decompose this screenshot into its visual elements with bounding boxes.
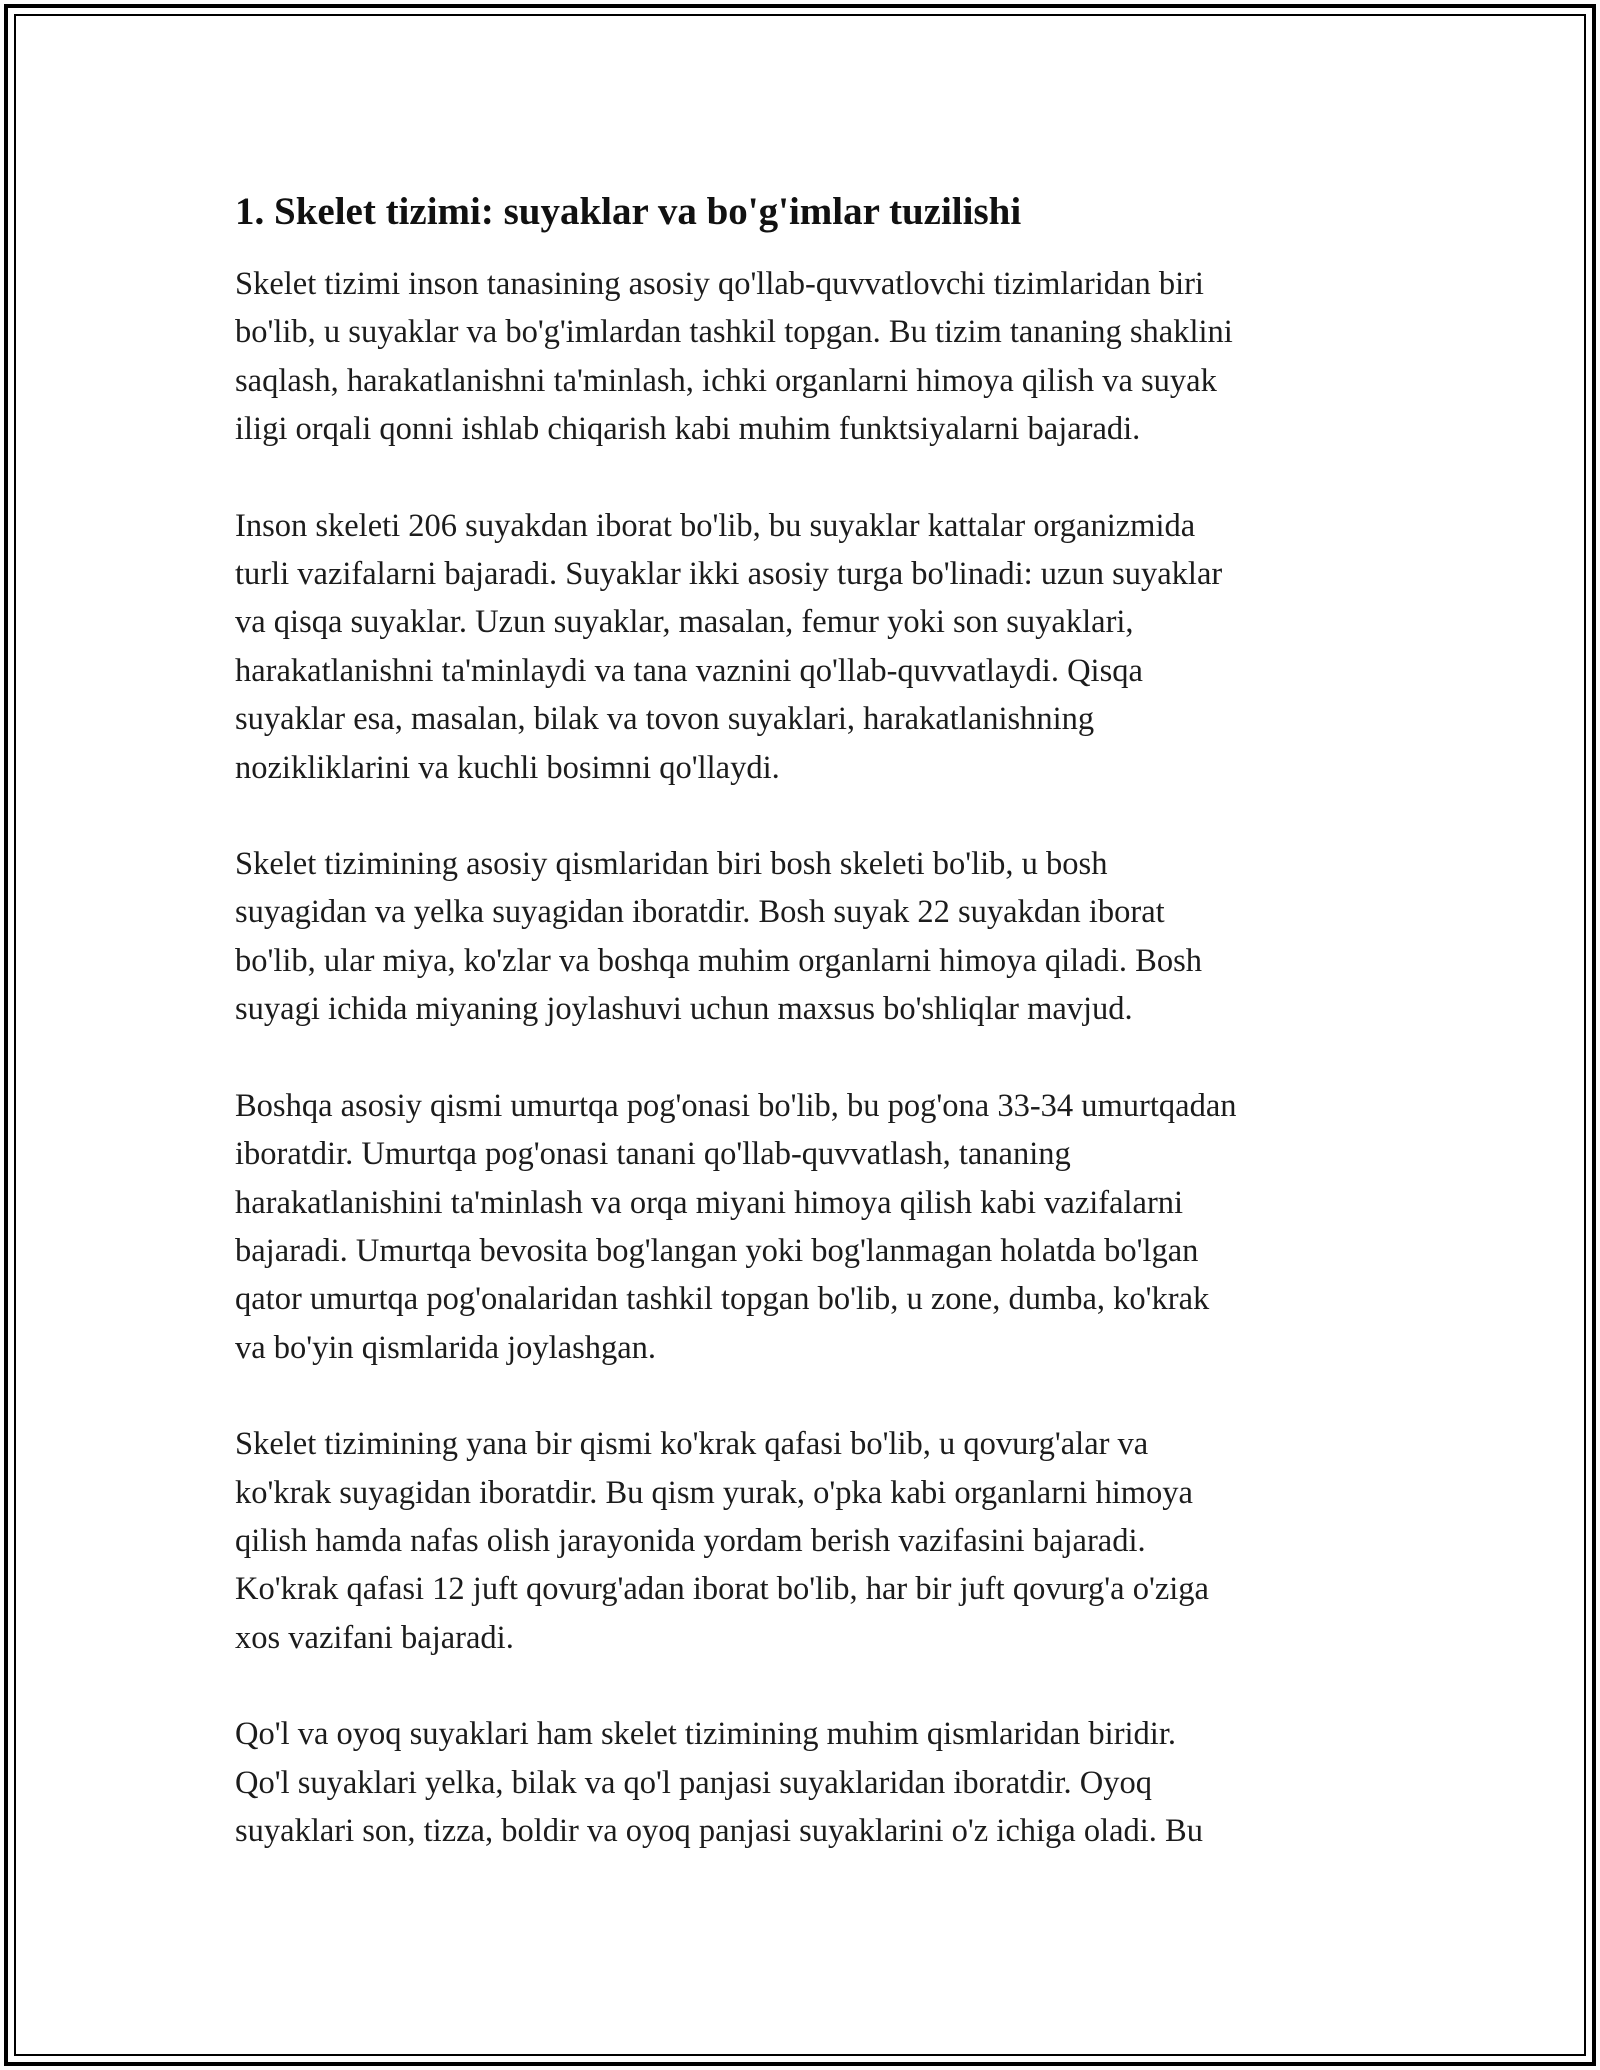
paragraph-line: Skelet tizimining asosiy qismlaridan biri bosh skeleti bo'lib, u bosh (235, 846, 1108, 883)
paragraph-line: bo'lib, ular miya, ko'zlar va boshqa muhim organlarni himoya qiladi. Bosh (235, 942, 1202, 979)
paragraph-line: Skelet tizimi inson tanasining asosiy qo'llab-quvvatlovchi tizimlaridan biri (235, 266, 1204, 302)
document-body (235, 186, 1385, 1903)
paragraph-line: suyaklari son, tizza, boldir va oyoq panjasi suyaklarini o'z ichiga oladi. Bu (235, 1812, 1203, 1849)
paragraph-line: Qo'l va oyoq suyaklari ham skelet tizimining muhim qismlaridan biridir. (235, 1716, 1176, 1753)
paragraph-1 (235, 260, 1385, 454)
paragraph-line: xos vazifani bajaradi. (235, 1619, 514, 1656)
paragraph-line: iligi orqali qonni ishlab chiqarish kabi muhim funktsiyalarni bajaradi. (235, 411, 1141, 448)
paragraph-line: Boshqa asosiy qismi umurtqa pog'onasi bo'lib, bu pog'ona 33-34 umurtqadan (235, 1087, 1237, 1124)
paragraph-2 (235, 502, 1385, 792)
paragraph-line: harakatlanishni ta'minlaydi va tana vaznini qo'llab-quvvatlaydi. Qisqa (235, 652, 1143, 689)
paragraph-line: bo'lib, u suyaklar va bo'g'imlardan tashkil topgan. Bu tizim tananing shaklini (235, 314, 1233, 351)
paragraph-line: qator umurtqa pog'onalaridan tashkil topgan bo'lib, u zone, dumba, ko'krak (235, 1281, 1210, 1318)
paragraph-line: nozikliklarini va kuchli bosimni qo'llaydi. (235, 749, 780, 786)
paragraph-line: turli vazifalarni bajaradi. Suyaklar ikki asosiy turga bo'linadi: uzun suyaklar (235, 556, 1223, 593)
paragraph-line: suyaklar esa, masalan, bilak va tovon suyaklari, harakatlanishning (235, 701, 1095, 738)
paragraph-6 (235, 1710, 1385, 1855)
paragraph-line: suyagidan va yelka suyagidan iboratdir. Bosh suyak 22 suyakdan iborat (235, 894, 1165, 931)
paragraph-line: va qisqa suyaklar. Uzun suyaklar, masalan, femur yoki son suyaklari, (235, 604, 1134, 641)
paragraph-5 (235, 1420, 1385, 1662)
paragraph-line: qilish hamda nafas olish jarayonida yordam berish vazifasini bajaradi. (235, 1522, 1146, 1559)
paragraph-line: Skelet tizimining yana bir qismi ko'krak qafasi bo'lib, u qovurg'alar va (235, 1426, 1149, 1463)
paragraph-line: Inson skeleti 206 suyakdan iborat bo'lib, bu suyaklar kattalar organizmida (235, 507, 1196, 544)
paragraph-4 (235, 1082, 1385, 1372)
paragraph-3 (235, 840, 1385, 1034)
paragraph-line: ko'krak suyagidan iboratdir. Bu qism yurak, o'pka kabi organlarni himoya (235, 1474, 1193, 1511)
paragraph-line: Ko'krak qafasi 12 juft qovurg'adan iborat bo'lib, har bir juft qovurg'a o'ziga (235, 1571, 1209, 1608)
paragraph-line: Qo'l suyaklari yelka, bilak va qo'l panjasi suyaklaridan iboratdir. Oyoq (235, 1764, 1152, 1801)
paragraph-line: harakatlanishini ta'minlash va orqa miyani himoya qilish kabi vazifalarni (235, 1184, 1184, 1221)
paragraph-line: suyagi ichida miyaning joylashuvi uchun maxsus bo'shliqlar mavjud. (235, 991, 1133, 1028)
paragraph-line: iboratdir. Umurtqa pog'onasi tanani qo'llab-quvvatlash, tananing (235, 1136, 1071, 1173)
paragraph-line: va bo'yin qismlarida joylashgan. (235, 1329, 657, 1366)
paragraph-line: saqlash, harakatlanishni ta'minlash, ichki organlarni himoya qilish va suyak (235, 362, 1217, 399)
section-heading: 1. Skelet tizimi: suyaklar va bo'g'imlar tuzilishi (235, 190, 1022, 233)
paragraph-line: bajaradi. Umurtqa bevosita bog'langan yoki bog'lanmagan holatda bo'lgan (235, 1232, 1199, 1269)
